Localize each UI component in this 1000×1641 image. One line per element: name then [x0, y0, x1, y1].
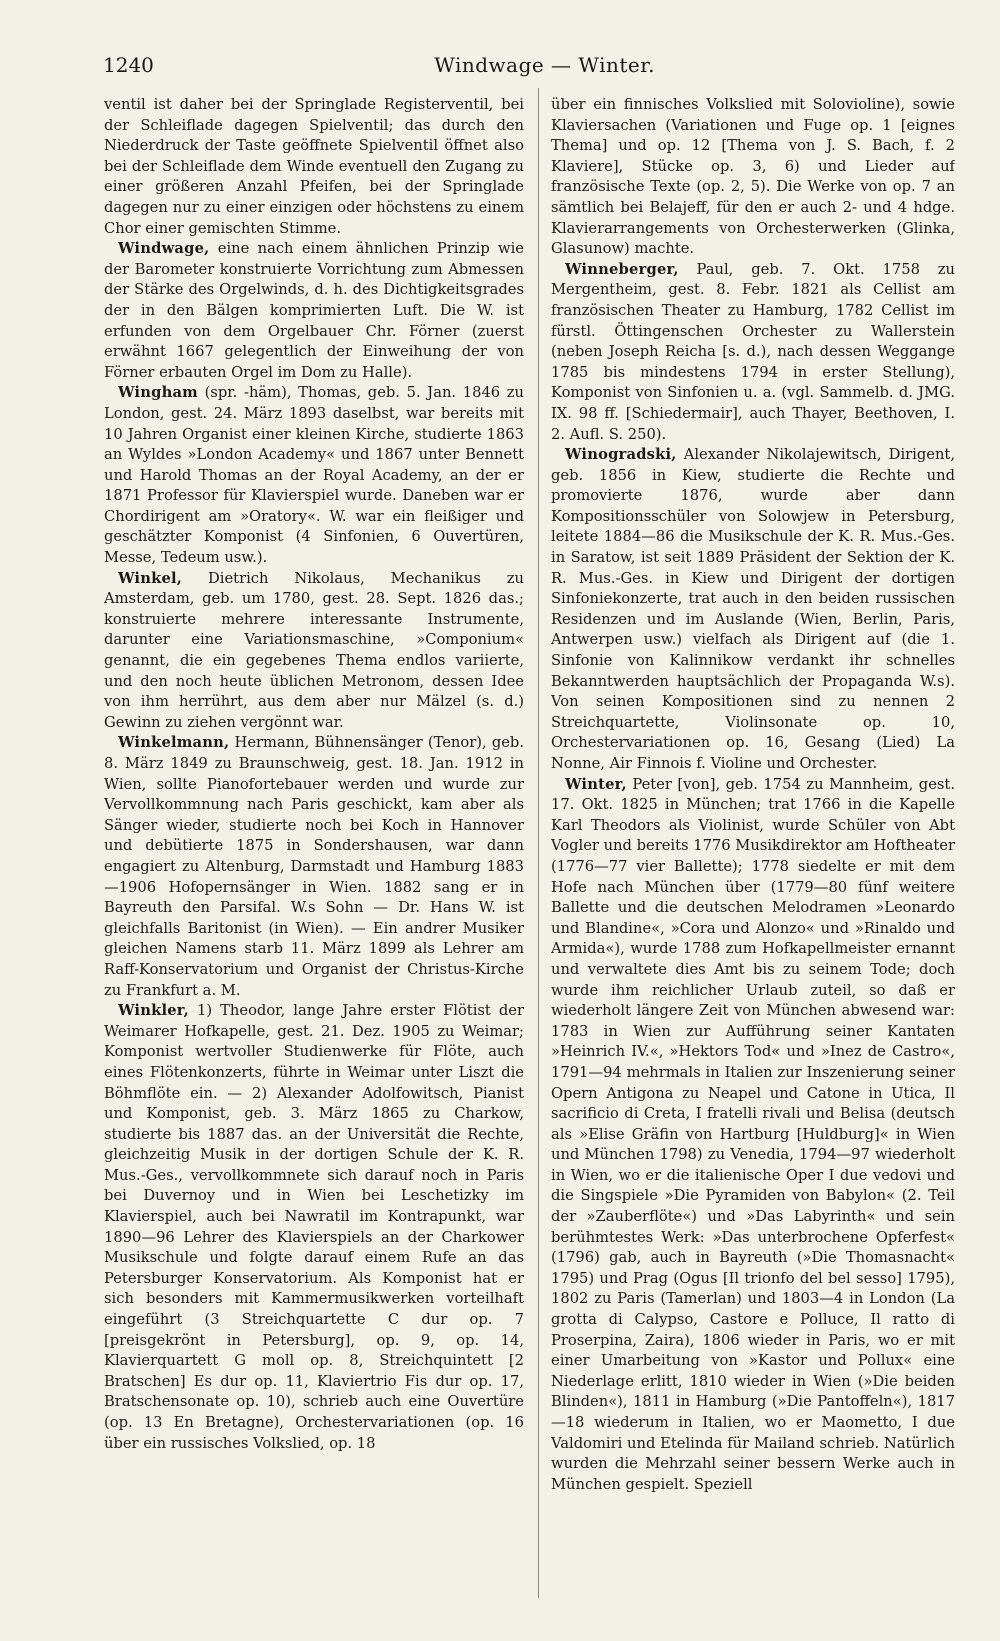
page-header	[103, 48, 655, 82]
lemma: Winogradski,	[565, 446, 677, 464]
entry-windwage	[104, 239, 524, 383]
right-column	[551, 95, 955, 1605]
lemma: Winkler,	[118, 1002, 189, 1020]
entry-text: Peter [von], geb. 1754 zu Mannheim, gest. 17. Okt. 1825 in München; trat 1766 in die Kapelle Karl Theodors als Violinist, wurde Schüler von Abt Vogler und bereits 1776 Musikdirektor am Hoftheater (1776—77 vier Ballette); 1778 siedelte er mit dem Hofe nach München über (1779—80 fünf weitere Ballette und die deutschen Melodramen »Leonardo und Blandine«, »Cora und Alonzo« und »Rinaldo und Armida«), wurde 1788 zum Hofkapellmeister ernannt und verwaltete dies Amt bis zu seinem Tode; doch wurde ihm reichlicher Urlaub zuteil, so daß er wiederholt längere Zeit von München abwesend war: 1783 in Wien zur Aufführung seiner Kantaten »Heinrich IV.«, »Hektors Tod« und »Inez de Castro«, 1791—94 mehrmals in Italien zur Inszenierung seiner Opern Antigona zu Neapel und Catone in Utica, Il sacrificio di Creta, I fratelli rivali und Belisa (deutsch als »Elise Gräfin von Hartburg [Huldburg]« in Wien und München 1798) zu Venedia, 1794—97 wiederholt in Wien, wo er die italienische Oper I due vedovi und die Singspiele »Die Pyramiden von Babylon« (2. Teil der »Zauberflöte«) und »Das Labyrinth« und sein berühmtestes Werk: »Das unterbrochene Opferfest« (1796) gab, auch in Bayreuth (»Die Thomasnacht« 1795) und Prag (Ogus [Il trionfo del bel sesso] 1795), 1802 zu Paris (Tamerlan) und 1803—4 in London (La grotta di Calypso, Castore e Polluce, Il ratto di Proserpina, Zaira), 1806 wieder in Paris, wo er mit einer Umarbeitung von »Kastor und Pollux« eine Niederlage erlitt, 1810 wieder in Wien (»Die beiden Blinden«), 1811 in Hamburg (»Die Pantoffeln«), 1817—18 wiederum in Italien, wo er Maometto, I due Valdomiri und Etelinda für Mailand schrieb. Natürlich wurden die Mehrzahl seiner bessern Werke auch in München gespielt. Speziell	[551, 775, 955, 1493]
lemma: Winneberger,	[565, 260, 679, 278]
entry-text: eine nach einem ähnlichen Prinzip wie der Barometer konstruierte Vorrichtung zum Abmessen der Stärke des Orgelwinds, d. h. des Dichtigkeitsgrades der in den Bälgen komprimierten Luft. Die W. ist erfunden von dem Orgelbauer Chr. Förner (zuerst erwähnt 1667 gelegentlich der Einweihung der von Förner erbauten Orgel im Dom zu Halle).	[104, 240, 524, 381]
lemma: Windwage,	[118, 240, 210, 258]
entry-text: Paul, geb. 7. Okt. 1758 zu Mergentheim, gest. 8. Febr. 1821 als Cellist am französischen Theater zu Hamburg, 1782 Cellist im fürstl. Öttingenschen Orchester zu Wallerstein (neben Joseph Reicha [s. d.), nach dessen Weggange 1785 bis mindestens 1794 in erster Stellung), Komponist von Sinfonien u. a. (vgl. Sammelb. d. JMG. IX. 98 ff. [Schiedermair], auch Thayer, Beethoven, I. 2. Aufl. S. 250).	[551, 260, 955, 443]
left-column	[104, 95, 524, 1605]
entry-winkel	[104, 569, 524, 734]
entry-winneberger	[551, 260, 955, 445]
column-divider	[538, 88, 539, 1598]
entry-winogradski	[551, 445, 955, 775]
lemma: Winter,	[565, 775, 627, 793]
continuation-text: ventil ist daher bei der Springlade Registerventil, bei der Schleiflade dagegen Spielventil; das durch den Niederdruck der Taste geöffnete Spielventil öffnet also bei der Schleiflade dem Winde eventuell den Zugang zu einer größeren Anzahl Pfeifen, bei der Springlade dagegen nur zu einer einzigen oder höchstens zu einem Chor einer gemischten Stimme.	[104, 96, 524, 237]
entry-text: (spr. -häm), Thomas, geb. 5. Jan. 1846 zu London, gest. 24. März 1893 daselbst, war bereits mit 10 Jahren Organist einer kleinen Kirche, studierte 1863 an Wyldes »London Academy« und 1867 unter Bennett und Harold Thomas an der Royal Academy, an der er 1871 Professor für Klavierspiel wurde. Daneben war er Chordirigent am »Oratory«. W. war ein fleißiger und geschätzter Komponist (4 Sinfonien, 6 Ouvertüren, Messe, Tedeum usw.).	[104, 384, 524, 567]
page-number: 1240	[103, 53, 154, 77]
lemma: Winkelmann,	[118, 734, 230, 752]
entry-wingham	[104, 383, 524, 568]
entry-text: Hermann, Bühnensänger (Tenor), geb. 8. März 1849 zu Braunschweig, gest. 18. Jan. 1912 in Wien, sollte Pianofortebauer werden und wurde zur Vervollkommnung nach Paris geschickt, kam aber als Sänger wieder, studierte noch bei Koch in Hannover und debütierte 1875 in Sondershausen, war dann engagiert zu Altenburg, Darmstadt und Hamburg 1883—1906 Hofopernsänger in Wien. 1882 sang er in Bayreuth den Parsifal. W.s Sohn — Dr. Hans W. ist gleichfalls Baritonist (in Wien). — Ein andrer Musiker gleichen Namens starb 11. März 1899 als Lehrer am Raff-Konservatorium und Organist der Christus-Kirche zu Frankfurt a. M.	[104, 734, 524, 999]
entry-text: Dietrich Nikolaus, Mechanikus zu Amsterdam, geb. um 1780, gest. 28. Sept. 1826 das.; konstruierte mehrere interessante Instrumente, darunter eine Variationsmaschine, »Componium« genannt, die ein gegebenes Thema endlos variierte, und den noch heute üblichen Metronom, dessen Idee von ihm herrührt, aus dem aber nur Mälzel (s. d.) Gewinn zu ziehen vergönnt war.	[104, 569, 524, 731]
entry-winkelmann	[104, 733, 524, 1001]
entry-winkler	[104, 1001, 524, 1454]
entry-text: 1) Theodor, lange Jahre erster Flötist der Weimarer Hofkapelle, gest. 21. Dez. 1905 zu Weimar; Komponist wertvoller Studienwerke für Flöte, auch eines Flötenkonzerts, führte in Weimar unter Liszt die Böhmflöte ein. — 2) Alexander Adolfowitsch, Pianist und Komponist, geb. 3. März 1865 zu Charkow, studierte bis 1887 das. an der Universität die Rechte, gleichzeitig Musik in der dortigen Schule der K. R. Mus.-Ges., vervollkommnete sich darauf noch in Paris bei Duvernoy und in Wien bei Leschetizky im Klavierspiel, auch bei Nawratil im Kontrapunkt, war 1890—96 Lehrer des Klavierspiels an der Charkower Musikschule und folgte darauf einem Rufe an das Petersburger Konservatorium. Als Komponist hat er sich besonders mit Kammermusikwerken vorteilhaft eingeführt (3 Streichquartette C dur op. 7 [preisgekrönt in Petersburg], op. 9, op. 14, Klavierquartett G moll op. 8, Streichquintett [2 Bratschen] Es dur op. 11, Klaviertrio Fis dur op. 17, Bratschensonate op. 10), schrieb auch eine Ouvertüre (op. 13 En Bretagne), Orchestervariationen (op. 16 über ein russisches Volkslied, op. 18	[104, 1002, 524, 1452]
entry-winter	[551, 775, 955, 1496]
lemma: Wingham	[118, 384, 198, 402]
continuation-text: über ein finnisches Volkslied mit Soloviolinе), sowie Klaviersachen (Variationen und Fuge op. 1 [eignes Thema] und op. 12 [Thema von J. S. Bach, f. 2 Klaviere], Stücke op. 3, 6) und Lieder auf französische Texte (op. 2, 5). Die Werke von op. 7 an sämtlich bei Belajeff, für den er auch 2- und 4 hdge. Klavierarrangements von Orchesterwerken (Glinka, Glasunow) machte.	[551, 96, 955, 258]
entry-text: Alexander Nikolajewitsch, Dirigent, geb. 1856 in Kiew, studierte die Rechte und promovierte 1876, wurde aber dann Kompositionsschüler von Solowjew in Petersburg, leitete 1884—86 die Musikschule der K. R. Mus.-Ges. in Saratow, ist seit 1889 Präsident der Sektion der K. R. Mus.-Ges. in Kiew und Dirigent der dortigen Sinfoniekonzerte, trat auch in den beiden russischen Residenzen und im Auslande (Wien, Berlin, Paris, Antwerpen usw.) vielfach als Dirigent auf (die 1. Sinfonie von Kalinnikow verdankt ihr schnelles Bekanntwerden hauptsächlich der Propaganda W.s). Von seinen Kompositionen sind zu nennen 2 Streichquartette, Violinsonate op. 10, Orchestervariationen op. 16, Gesang (Lied) La Nonne, Air Finnois f. Violine und Orchester.	[551, 446, 955, 772]
lemma: Winkel,	[118, 569, 183, 587]
running-title: Windwage — Winter.	[434, 53, 655, 77]
